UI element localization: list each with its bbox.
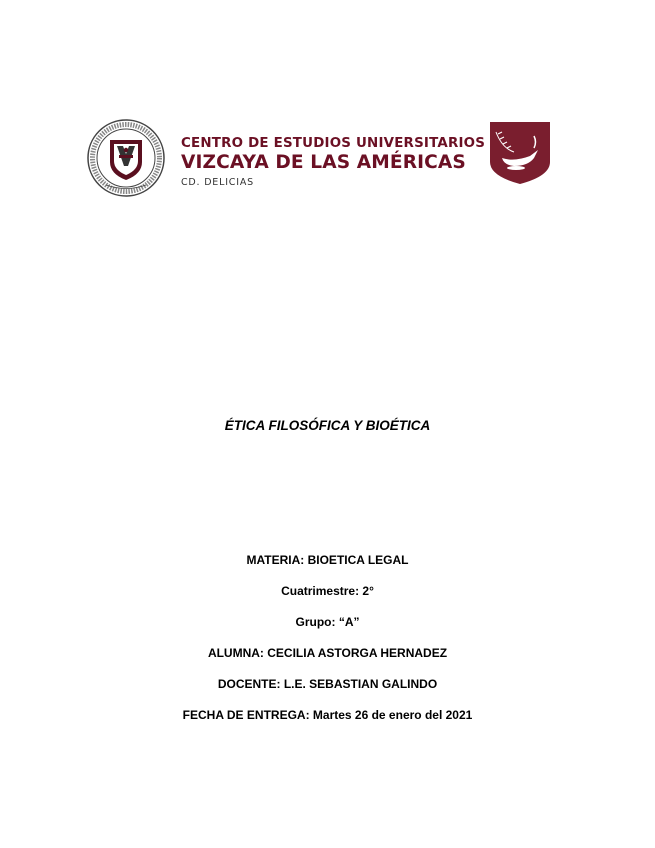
subject-line: MATERIA: BIOETICA LEGAL [246,553,409,567]
term-line: Cuatrimestre: 2° [281,584,374,598]
group-line: Grupo: “A” [295,615,360,629]
institution-name-line1: CENTRO DE ESTUDIOS UNIVERSITARIOS [181,136,486,151]
institution-campus: CD. DELICIAS [181,177,254,188]
document-header [0,0,655,210]
student-line: ALUMNA: CECILIA ASTORGA HERNADEZ [207,646,448,660]
nursing-program-emblem-logo [484,118,556,198]
due-date-line: FECHA DE ENTREGA: Martes 26 de enero del 2021 [182,708,473,722]
document-title: ÉTICA FILOSÓFICA Y BIOÉTICA [224,418,431,433]
institution-name-block [181,136,485,188]
institution-name-line2: VIZCAYA DE LAS AMÉRICAS [181,152,466,173]
university-seal-logo [86,118,166,198]
document-info-block [0,552,655,738]
teacher-line: DOCENTE: L.E. SEBASTIAN GALINDO [217,677,438,691]
